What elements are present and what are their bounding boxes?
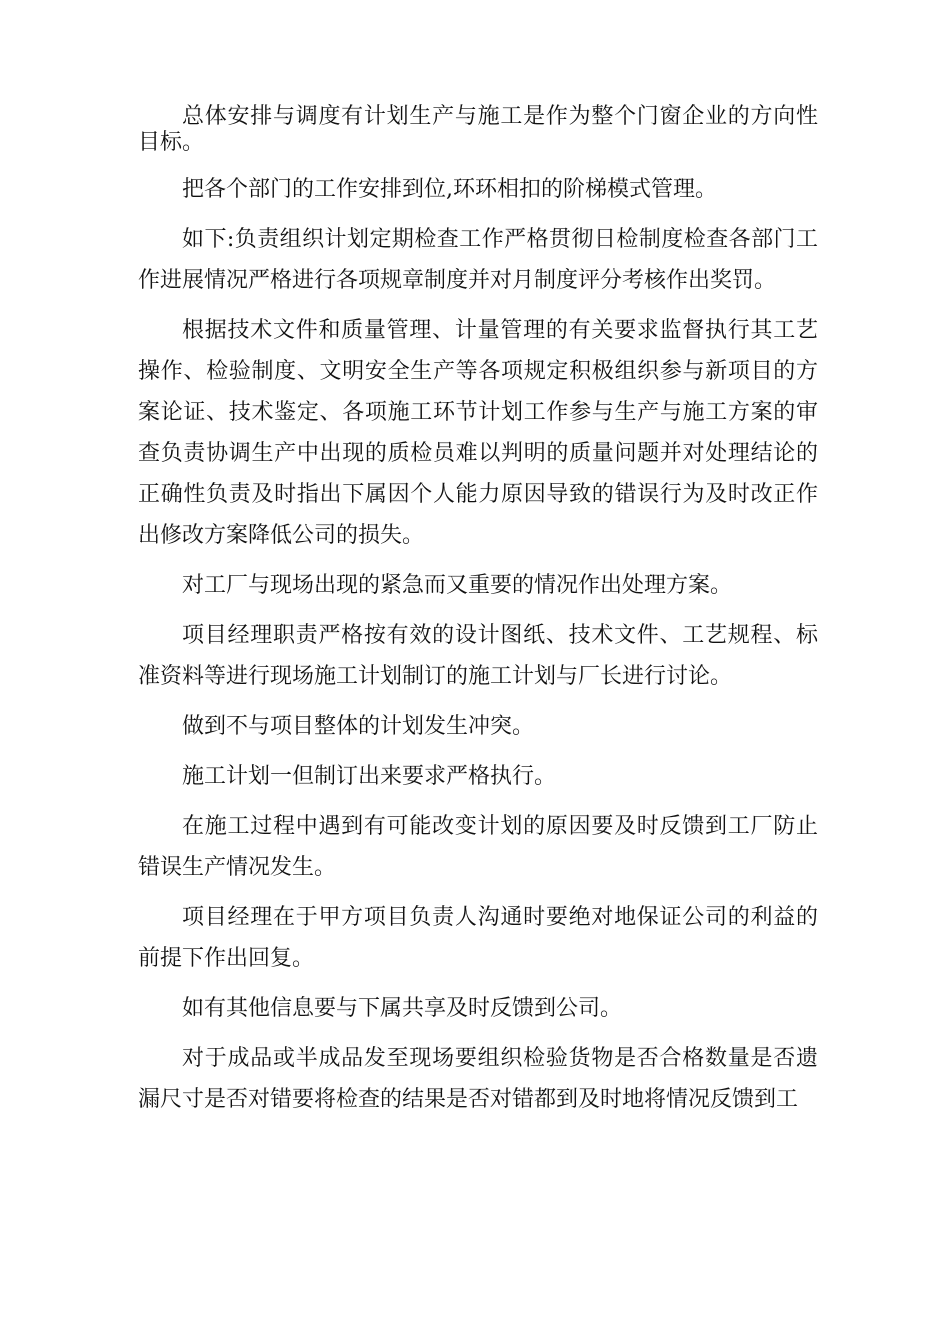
paragraph-12: 对于成品或半成品发至现场要组织检验货物是否合格数量是否遗漏尺寸是否对错要将检查的结果是否对错都到及时地将情况反馈到工 [138,1046,818,1112]
document-body [138,104,818,1129]
paragraph-1: 总体安排与调度有计划生产与施工是作为整个门窗企业的方向性目标。 [138,104,818,155]
paragraph-10: 项目经理在于甲方项目负责人沟通时要绝对地保证公司的利益的前提下作出回复。 [138,905,818,971]
paragraph-9: 在施工过程中遇到有可能改变计划的原因要及时反馈到工厂防止错误生产情况发生。 [138,814,818,880]
paragraph-3: 如下:负责组织计划定期检查工作严格贯彻日检制度检查各部门工作进展情况严格进行各项规章制度并对月制度评分考核作出奖罚。 [138,227,818,293]
paragraph-11: 如有其他信息要与下属共享及时反馈到公司。 [182,996,623,1021]
paragraph-2: 把各个部门的工作安排到位,环环相扣的阶梯模式管理。 [182,177,717,202]
paragraph-5: 对工厂与现场出现的紧急而又重要的情况作出处理方案。 [182,573,733,598]
paragraph-8: 施工计划一但制订出来要求严格执行。 [182,764,557,789]
paragraph-7: 做到不与项目整体的计划发生冲突。 [182,714,535,739]
paragraph-4: 根据技术文件和质量管理、计量管理的有关要求监督执行其工艺操作、检验制度、文明安全生产等各项规定积极组织参与新项目的方案论证、技术鉴定、各项施工环节计划工作参与生产与施工方案的审查负责协调生产中出现的质检员难以判明的质量问题并对处理结论的正确性负责及时指出下属因个人能力原因导致的错误行为及时改正作出修改方案降低公司的损失。 [138,318,818,548]
paragraph-6: 项目经理职责严格按有效的设计图纸、技术文件、工艺规程、标准资料等进行现场施工计划制订的施工计划与厂长进行讨论。 [138,623,818,689]
